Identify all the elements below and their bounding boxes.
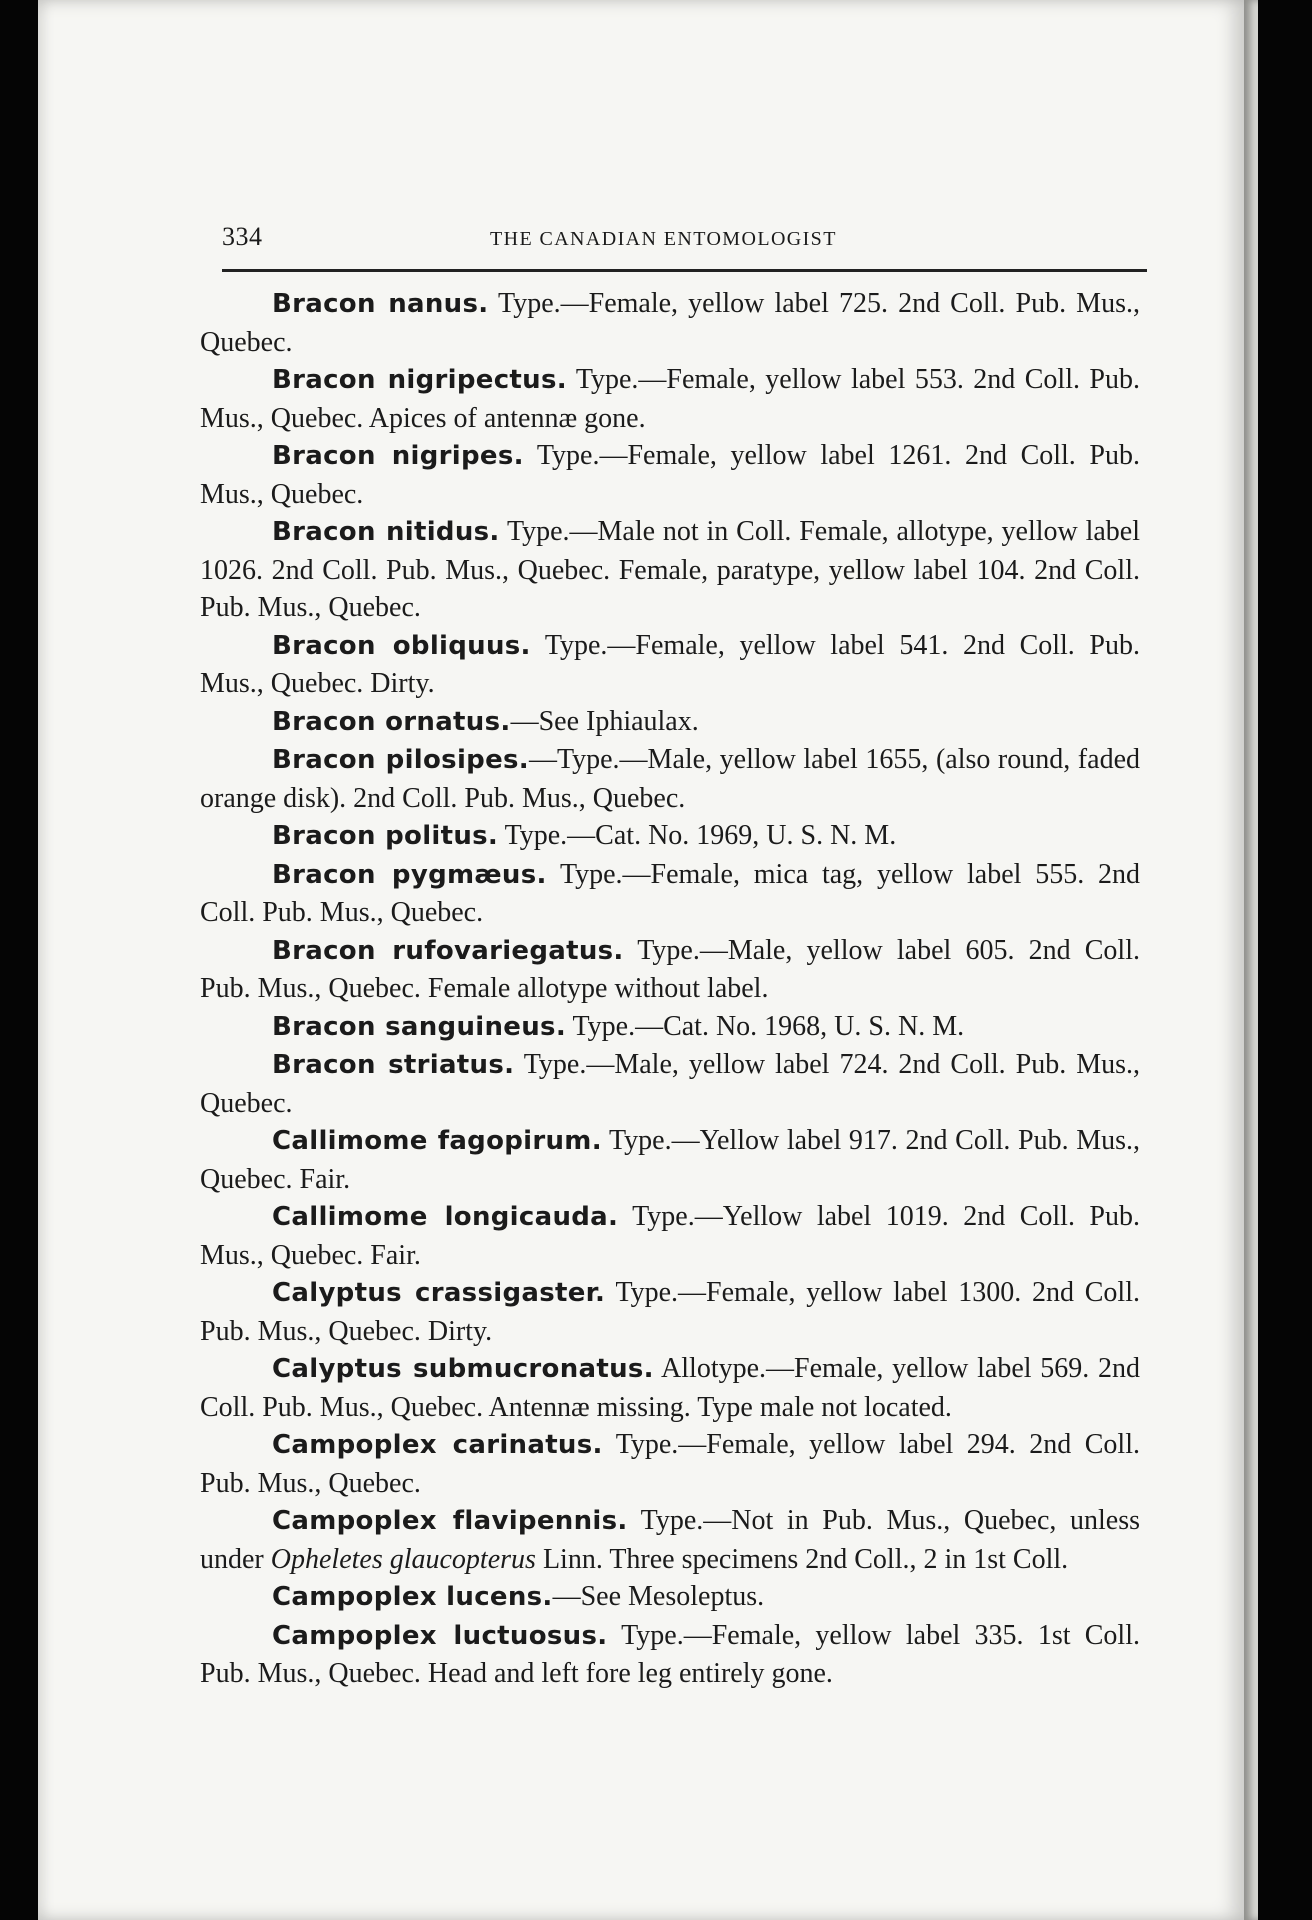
entry-calyptus-submucronatus [200,1350,1140,1426]
entry-italic-species: Opheletes glaucopterus [270,1543,536,1575]
entry-text: Type.—Male not in Coll. Female, allotype, yellow label 1026. 2nd Coll. Pub. Mus., Quebec. Female, paratype, yellow label 104. 2nd Coll. Pub. Mus., Quebec. [200,516,1140,623]
entry-name: Bracon pilosipes. [272,745,529,775]
entry-text: Type.—Cat. No. 1968, U. S. N. M. [566,1010,965,1042]
entry-text: Type.—Not in Pub. Mus., Quebec, unless under [200,1505,1141,1575]
running-head [222,218,1152,262]
entry-name: Bracon ornatus. [272,706,511,737]
journal-title: THE CANADIAN ENTOMOLOGIST [490,228,837,250]
entry-text: Type.—Female, yellow label 294. 2nd Coll. Pub. Mus., Quebec. [200,1429,1140,1499]
entry-text: Allotype.—Female, yellow label 569. 2nd Coll. Pub. Mus., Quebec. Antennæ missing. Type male not located. [200,1353,1140,1423]
entry-name: Calyptus crassigaster. [272,1278,606,1308]
entry-text: Type.—Male, yellow label 605. 2nd Coll. Pub. Mus., Quebec. Female allotype without label. [200,934,1140,1004]
entry-text: Type.—Yellow label 1019. 2nd Coll. Pub. Mus., Quebec. Fair. [200,1201,1140,1271]
entry-bracon-rufovariegatus [200,932,1140,1008]
entry-campoplex-luctuosus [200,1617,1140,1693]
entry-name: Bracon obliquus. [272,630,531,661]
entry-text: Type.—Female, yellow label 725. 2nd Coll. Pub. Mus., Quebec. [200,288,1140,358]
header-rule [222,269,1147,272]
entry-bracon-striatus [200,1046,1140,1122]
entry-text: —See Iphiaulax. [510,705,699,737]
entry-name: Campoplex carinatus. [272,1430,603,1460]
entry-callimome-longicauda [200,1198,1140,1274]
entry-text: Type.—Yellow label 917. 2nd Coll. Pub. Mus., Quebec. Fair. [200,1125,1141,1195]
entry-text: Type.—Cat. No. 1969, U. S. N. M. [498,820,897,851]
entry-name: Bracon nigripes. [272,441,524,471]
catalog-entries [200,285,1140,1693]
entry-name: Bracon striatus. [272,1050,515,1080]
entry-name: Bracon pygmæus. [272,859,547,890]
entry-bracon-pygmaeus [200,856,1140,932]
entry-bracon-nitidus [200,513,1140,627]
entry-text: Type.—Female, yellow label 1300. 2nd Coll. Pub. Mus., Quebec. Dirty. [200,1277,1140,1347]
entry-campoplex-flavipennis [200,1502,1140,1578]
entry-bracon-politus [200,817,1140,856]
entry-text: Linn. Three specimens 2nd Coll., 2 in 1st Coll. [535,1543,1069,1575]
entry-bracon-pilosipes [200,741,1140,817]
entry-text: Type.—Female, yellow label 541. 2nd Coll. Pub. Mus., Quebec. Dirty. [200,629,1140,699]
entry-text: Type.—Male, yellow label 724. 2nd Coll. Pub. Mus., Quebec. [200,1049,1140,1119]
entry-name: Campoplex flavipennis. [272,1506,628,1536]
entry-calyptus-crassigaster [200,1274,1140,1350]
entry-text: Type.—Female, yellow label 335. 1st Coll. Pub. Mus., Quebec. Head and left fore leg entirely gone. [200,1619,1140,1689]
entry-text: Type.—Female, yellow label 553. 2nd Coll. Pub. Mus., Quebec. Apices of antennæ gone. [200,364,1141,434]
entry-name: Campoplex lucens. [272,1582,553,1612]
page-number: 334 [222,222,263,251]
entry-name: Bracon rufovariegatus. [272,935,624,966]
entry-bracon-sanguineus [200,1008,1140,1047]
entry-name: Bracon nanus. [272,289,489,319]
entry-bracon-obliquus [200,627,1140,703]
next-page-edge [1244,0,1258,1920]
entry-name: Bracon sanguineus. [272,1011,566,1042]
entry-campoplex-carinatus [200,1426,1140,1502]
entry-bracon-ornatus [200,703,1140,742]
entry-name: Campoplex luctuosus. [272,1620,608,1651]
entry-text: Type.—Female, mica tag, yellow label 555. 2nd Coll. Pub. Mus., Quebec. [200,858,1140,928]
entry-name: Callimome longicauda. [272,1202,619,1232]
entry-bracon-nigripectus [200,361,1140,437]
entry-text: —See Mesoleptus. [552,1581,765,1612]
entry-text: Type.—Female, yellow label 1261. 2nd Coll. Pub. Mus., Quebec. [200,440,1140,510]
entry-text: —Type.—Male, yellow label 1655, (also round, faded orange disk). 2nd Coll. Pub. Mus., Quebec. [200,744,1140,814]
entry-campoplex-lucens [200,1578,1140,1617]
entry-name: Bracon politus. [272,821,499,851]
entry-name: Bracon nigripectus. [272,365,567,395]
entry-bracon-nigripes [200,437,1140,513]
entry-name: Callimome fagopirum. [272,1126,602,1156]
entry-callimome-fagopirum [200,1122,1140,1198]
entry-bracon-nanus [200,285,1140,361]
entry-name: Calyptus submucronatus. [272,1354,654,1384]
entry-name: Bracon nitidus. [272,517,500,547]
